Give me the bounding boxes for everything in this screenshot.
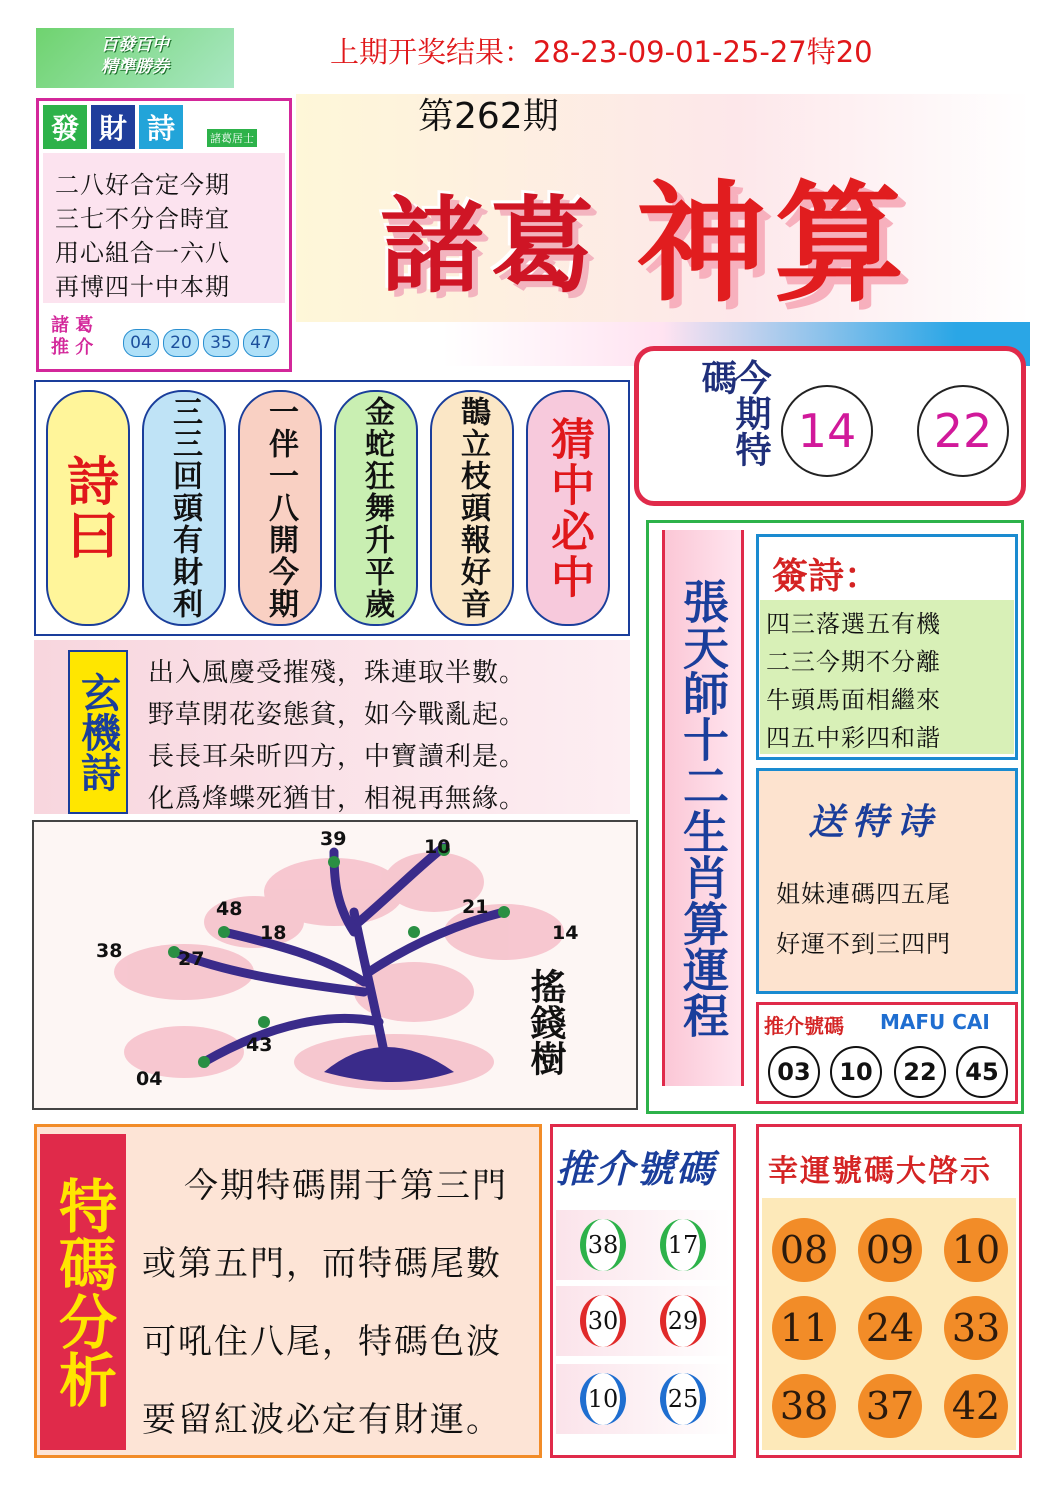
analysis-line: 可吼住八尾，特碼色波: [142, 1322, 502, 1362]
lucky-number: 08: [772, 1218, 836, 1282]
facai-lines: [43, 153, 285, 303]
facai-line: 三七不分合時宜: [55, 205, 230, 233]
xuanji-line: 野草閉花姿態貧，如今戰亂起。: [148, 700, 527, 730]
xuanji-line: 化爲烽蝶死猶甘，相視再無緣。: [148, 784, 527, 814]
facai-author: 諸葛居士: [207, 129, 257, 147]
analysis-line: 要留紅波必定有財運。: [142, 1400, 502, 1440]
poem-text: 金蛇狂舞升平歲: [359, 396, 394, 620]
facai-rec-label: 諸 葛 推 介: [51, 315, 94, 358]
poem-col: [430, 390, 514, 626]
facai-line: 用心組合一六八: [55, 239, 230, 267]
poem-title-text: 詩曰: [57, 454, 118, 562]
facai-rec-number: 47: [243, 329, 279, 357]
facai-rec-number: 20: [163, 329, 199, 357]
lucky-grid: [762, 1198, 1016, 1450]
mafu-number: 22: [894, 1046, 946, 1098]
logo-line-2: 精準勝券: [101, 57, 169, 77]
recommend-title: 推介號碼: [556, 1147, 717, 1191]
tree-number: 18: [260, 922, 287, 944]
lucky-number: 10: [944, 1218, 1008, 1282]
lucky-number: 37: [858, 1374, 922, 1438]
tree-number: 38: [96, 940, 123, 962]
poem-text: 一伴一八開今期: [263, 396, 298, 620]
qian-line: 二三今期不分離: [766, 648, 941, 676]
recommend-row: [556, 1286, 730, 1356]
poem-col: [238, 390, 322, 626]
facai-line: 再博四十中本期: [55, 273, 230, 301]
lucky-number: 11: [772, 1296, 836, 1360]
recommend-number: 17: [660, 1219, 706, 1271]
today-special-label: 今期特碼: [696, 359, 771, 467]
tree-number: 27: [178, 948, 205, 970]
recommend-number: 30: [580, 1295, 626, 1347]
logo-line-1: 百發百中: [101, 35, 169, 55]
tree-number: 21: [462, 896, 489, 918]
poem-col-title: [46, 390, 130, 626]
facai-tag-fa: 發: [43, 105, 87, 149]
lucky-number: 09: [858, 1218, 922, 1282]
poem-col: [142, 390, 226, 626]
poem-text: 鵲立枝頭報好音: [455, 396, 490, 620]
last-draw-result: 上期开奖结果：28-23-09-01-25-27特20: [330, 35, 873, 69]
banner-title-shensuan: 神算: [636, 167, 913, 320]
mafu-number: 03: [768, 1046, 820, 1098]
recommend-row: [556, 1210, 730, 1280]
xuanji-line: 長長耳朵昕四方，中寶讀利是。: [148, 742, 527, 772]
song-line: 好運不到三四門: [776, 930, 951, 958]
qian-poem-title: 簽詩：: [772, 556, 881, 597]
qian-line: 四五中彩四和諧: [766, 724, 941, 752]
mafu-number: 10: [830, 1046, 882, 1098]
zhang-tianshi-label: 張天師十二生肖算運程: [662, 530, 744, 1086]
facai-line: 二八好合定今期: [55, 171, 230, 199]
lucky-number: 38: [772, 1374, 836, 1438]
tree-number: 14: [552, 922, 579, 944]
song-poem-title: 送特诗: [808, 802, 941, 843]
today-special-panel: [634, 346, 1026, 506]
lucky-number: 24: [858, 1296, 922, 1360]
xuanji-line: 出入風慶受摧殘，珠連取半數。: [148, 658, 527, 688]
tree-number: 48: [216, 898, 243, 920]
song-line: 姐妹連碼四五尾: [776, 880, 951, 908]
brand-logo: [36, 28, 234, 88]
today-special-number: 22: [917, 385, 1009, 477]
tree-number: 10: [424, 836, 451, 858]
tree-number: 43: [246, 1034, 273, 1056]
analysis-label: 特碼分析: [40, 1134, 126, 1450]
tree-number: 39: [320, 828, 347, 850]
mafu-brand: MAFU CAI: [880, 1010, 990, 1034]
mafu-rec-label: 推介號碼: [764, 1014, 844, 1038]
recommend-number: 29: [660, 1295, 706, 1347]
money-tree-label: 搖錢樹: [525, 968, 566, 1076]
lucky-title: 幸運號碼大啓示: [768, 1154, 992, 1189]
facai-tag-cai: 財: [91, 105, 135, 149]
facai-rec-number: 35: [203, 329, 239, 357]
qian-line: 牛頭馬面相繼來: [766, 686, 941, 714]
facai-poem-panel: [36, 98, 292, 372]
poem-guess-text: 猜中必中: [543, 416, 594, 600]
tree-number: 04: [136, 1068, 163, 1090]
analysis-line: 今期特碼開于第三門: [184, 1166, 508, 1206]
today-special-number: 14: [781, 385, 873, 477]
mafu-number: 45: [956, 1046, 1008, 1098]
xuanji-label: 玄機詩: [68, 650, 128, 814]
poem-col: [334, 390, 418, 626]
facai-rec-number: 04: [123, 329, 159, 357]
qian-line: 四三落選五有機: [766, 610, 941, 638]
recommend-number: 25: [660, 1373, 706, 1425]
poem-col-guess: [526, 390, 610, 626]
lucky-number: 33: [944, 1296, 1008, 1360]
analysis-line: 或第五門，而特碼尾數: [142, 1244, 502, 1284]
poem-text: 三三回頭有財利: [167, 396, 202, 620]
facai-tag-shi: 詩: [139, 105, 183, 149]
issue-number: 第262期: [418, 96, 559, 137]
recommend-number: 38: [580, 1219, 626, 1271]
recommend-number: 10: [580, 1373, 626, 1425]
poem-row: [34, 380, 630, 636]
banner-title-zhuge: 諸葛: [380, 185, 601, 307]
lucky-number: 42: [944, 1374, 1008, 1438]
recommend-row: [556, 1364, 730, 1434]
